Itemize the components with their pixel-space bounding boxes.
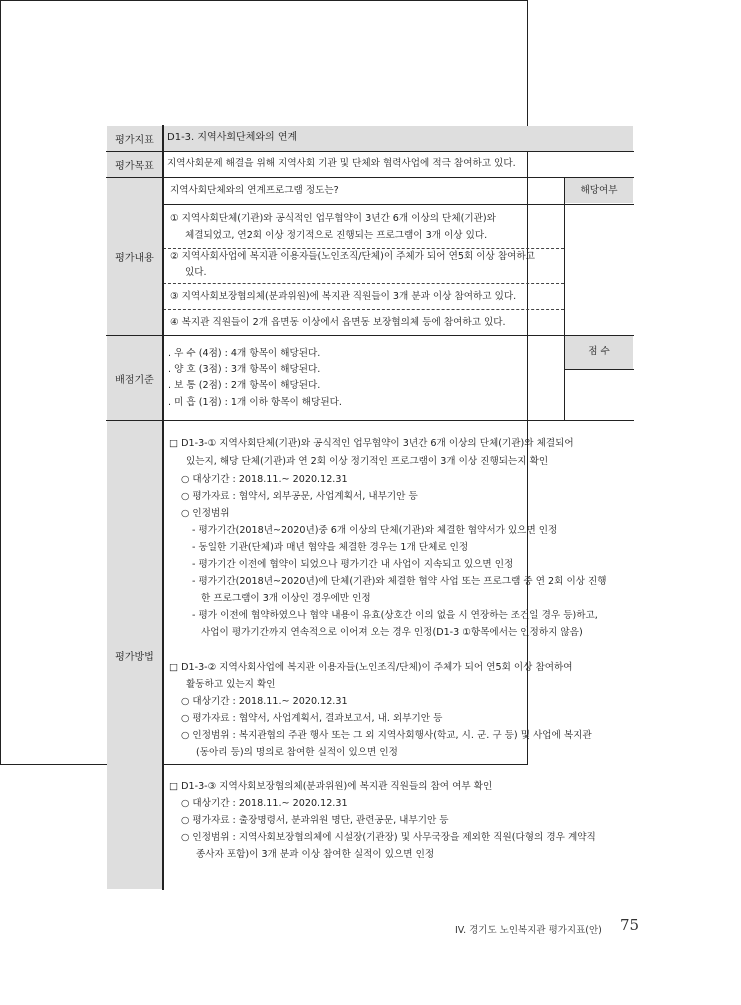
method-1-scope-b: - 동일한 기관(단체)과 매년 협약을 체결한 경우는 1개 단체로 인정	[192, 542, 469, 553]
label-score: 배점기준	[107, 336, 162, 420]
row-divider	[106, 151, 634, 152]
item-divider	[163, 283, 564, 284]
method-1-scope-c: - 평가기간 이전에 협약이 되었으나 평가기간 내 사업이 지속되고 있으면 인정	[192, 559, 514, 570]
method-1-materials: ○ 평가자료 : 협약서, 외부공문, 사업계획서, 내부기안 등	[181, 491, 418, 502]
label-content: 평가내용	[107, 178, 162, 335]
score-item-poor: . 미 흡 (1점) : 1개 이하 항목이 해당된다.	[168, 397, 342, 408]
score-header: 점 수	[588, 346, 610, 357]
row-divider	[106, 335, 634, 336]
method-1-scope-d-cont: 한 프로그램이 3개 이상인 경우에만 인정	[201, 593, 371, 604]
method-1-scope: ○ 인정범위	[181, 508, 230, 519]
content-question: 지역사회단체와의 연계프로그램 정도는?	[170, 185, 339, 196]
applicable-header: 해당여부	[580, 185, 618, 196]
method-section-2-title-cont: 활동하고 있는지 확인	[186, 679, 276, 690]
method-1-period: ○ 대상기간 : 2018.11.~ 2020.12.31	[181, 474, 348, 485]
method-section-1-title: □ D1-3-① 지역사회단체(기관)와 공식적인 업무협약이 3년간 6개 이상의 단체(기관)와 체결되어	[169, 438, 574, 449]
method-1-scope-a: - 평가기간(2018년~2020년)중 6개 이상의 단체(기관)와 체결한 협약서가 있으면 인정	[192, 525, 558, 536]
method-3-scope-cont: 종사자 포함)이 3개 분과 이상 참여한 실적이 있으면 인정	[196, 849, 435, 860]
score-header-divider	[564, 369, 634, 370]
score-item-good: . 양 호 (3점) : 3개 항목이 해당된다.	[168, 364, 321, 375]
content-item-1-cont: 체결되었고, 연2회 이상 정기적으로 진행되는 프로그램이 3개 이상 있다.	[185, 230, 488, 241]
footer-title: IV. 경기도 노인복지관 평가지표(안)	[455, 925, 602, 936]
method-3-period: ○ 대상기간 : 2018.11.~ 2020.12.31	[181, 798, 348, 809]
score-item-average: . 보 통 (2점) : 2개 항목이 해당된다.	[168, 380, 321, 391]
method-section-3-title: □ D1-3-③ 지역사회보장협의체(분과위원)에 복지관 직원들의 참여 여부 확인	[169, 781, 493, 792]
label-column-divider	[162, 125, 164, 890]
applicable-column-divider	[564, 178, 565, 420]
method-1-scope-e: - 평가 이전에 협약하였으나 협약 내용이 유효(상호간 이의 없을 시 연장하는 조건일 경우 등)하고,	[192, 610, 598, 621]
row-divider	[106, 177, 634, 178]
label-method: 평가방법	[107, 421, 162, 889]
goal-value: 지역사회문제 해결을 위해 지역사회 기관 및 단체와 협력사업에 적극 참여하고 있다.	[167, 158, 516, 169]
method-2-scope: ○ 인정범위 : 복지관협의 주관 행사 또는 그 외 지역사회행사(학교, 시. 군. 구 등) 및 사업에 복지관	[181, 730, 592, 741]
row-divider	[106, 420, 634, 421]
method-2-scope-cont: (동아리 등)의 명의로 참여한 실적이 있으면 인정	[196, 747, 398, 758]
method-section-2-title: □ D1-3-② 지역사회사업에 복지관 이용자들(노인조직/단체)이 주체가 되어 연5회 이상 참여하여	[169, 662, 573, 673]
page-number: 75	[620, 916, 640, 934]
method-1-scope-e-cont: 사업이 평가기간까지 연속적으로 이어져 오는 경우 인정(D1-3 ①항목에서는 인정하지 않음)	[201, 627, 583, 638]
method-2-period: ○ 대상기간 : 2018.11.~ 2020.12.31	[181, 696, 348, 707]
item-divider	[163, 248, 564, 249]
label-goal: 평가목표	[107, 152, 162, 177]
method-2-materials: ○ 평가자료 : 협약서, 사업계획서, 결과보고서, 내. 외부기안 등	[181, 713, 443, 724]
content-item-2-cont: 있다.	[185, 267, 207, 278]
item-divider	[163, 309, 564, 310]
content-item-2: ② 지역사회사업에 복지관 이용자들(노인조직/단체)이 주체가 되어 연5회 이상 참여하고	[170, 251, 535, 262]
content-item-3: ③ 지역사회보장협의체(분과위원)에 복지관 직원들이 3개 분과 이상 참여하고 있다.	[170, 291, 517, 302]
method-3-scope: ○ 인정범위 : 지역사회보장협의체에 시설장(기관장) 및 사무국장을 제외한 직원(다형의 경우 계약직	[181, 832, 596, 843]
score-item-excellent: . 우 수 (4점) : 4개 항목이 해당된다.	[168, 348, 321, 359]
content-item-4: ④ 복지관 직원들이 2개 읍면동 이상에서 읍면동 보장협의체 등에 참여하고 있다.	[170, 317, 506, 328]
method-section-1-title-cont: 있는지, 해당 단체(기관)과 연 2회 이상 정기적인 프로그램이 3개 이상 진행되는지 확인	[186, 456, 549, 467]
content-item-1: ① 지역사회단체(기관)와 공식적인 업무협약이 3년간 6개 이상의 단체(기관)와	[170, 213, 496, 224]
method-1-scope-d: - 평가기간(2018년~2020년)에 단체(기관)와 체결한 협약 사업 또는 프로그램 중 연 2회 이상 진행	[192, 576, 607, 587]
method-3-materials: ○ 평가자료 : 출장명령서, 분과위원 명단, 관련공문, 내부기안 등	[181, 815, 449, 826]
label-indicator: 평가지표	[107, 126, 162, 151]
indicator-value: D1-3. 지역사회단체와의 연계	[167, 132, 298, 143]
